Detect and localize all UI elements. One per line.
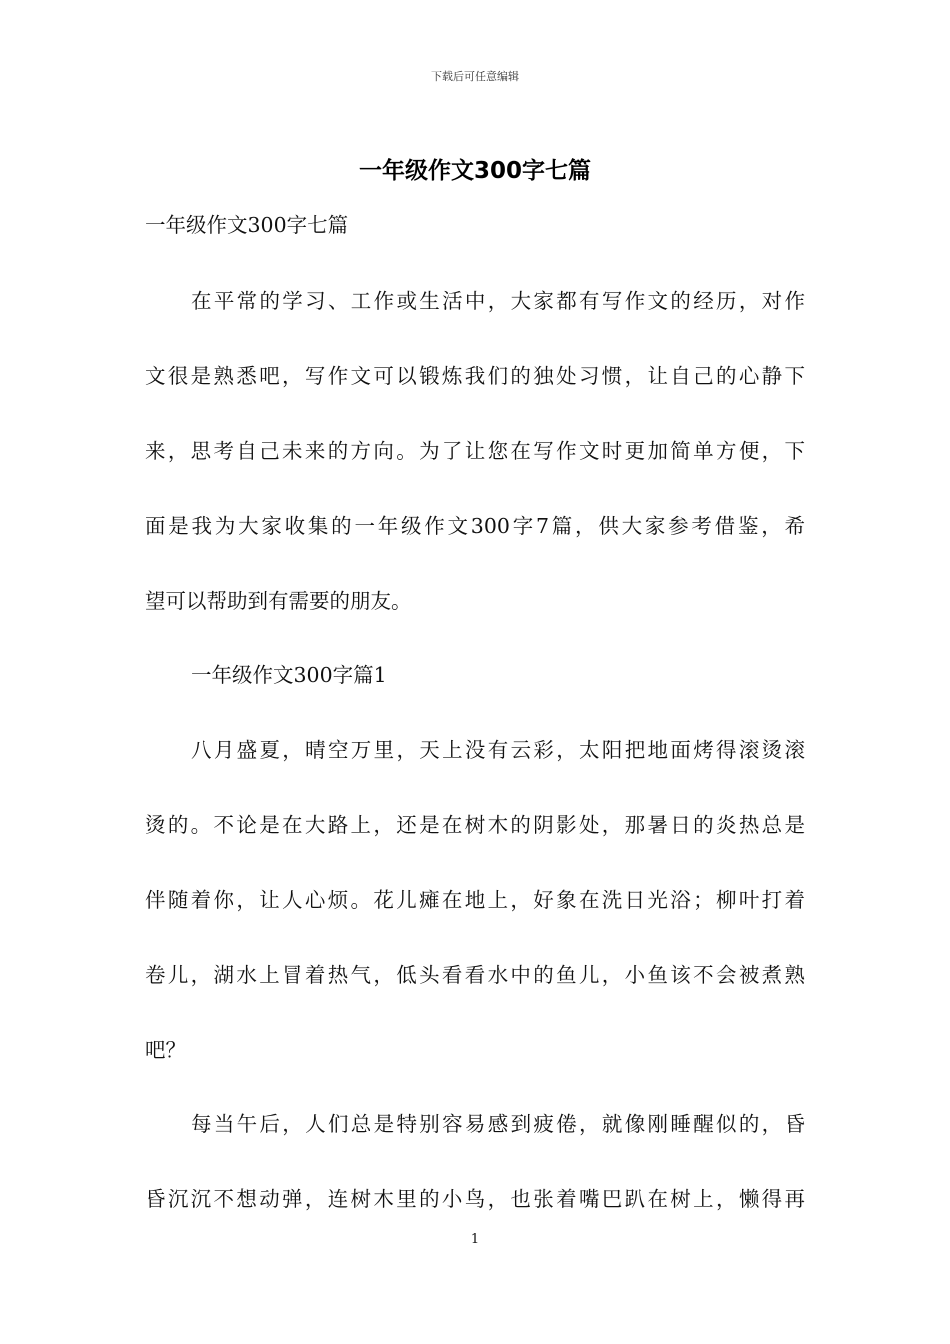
paragraph-line: 昏沉沉不想动弹，连树木里的小鸟，也张着嘴巴趴在树上，懒得再 [145, 1187, 805, 1211]
paragraph-line: 每当午后，人们总是特别容易感到疲倦，就像刚睡醒似的，昏 [191, 1112, 805, 1136]
subtitle-line: 一年级作文300字七篇 [145, 213, 349, 237]
page-number: 1 [470, 1232, 480, 1247]
paragraph-line: 在平常的学习、工作或生活中，大家都有写作文的经历，对作 [191, 289, 805, 313]
paragraph-line: 烫的。不论是在大路上，还是在树木的阴影处，那暑日的炎热总是 [145, 813, 805, 837]
page-header: 下载后可任意编辑 [431, 70, 519, 83]
paragraph-line: 文很是熟悉吧，写作文可以锻炼我们的独处习惯，让自己的心静下 [145, 364, 805, 388]
paragraph-line: 卷儿，湖水上冒着热气，低头看看水中的鱼儿，小鱼该不会被煮熟 [145, 963, 805, 987]
paragraph-line: 来，思考自己未来的方向。为了让您在写作文时更加简单方便，下 [145, 439, 805, 463]
section-heading: 一年级作文300字篇1 [191, 663, 387, 687]
paragraph-line: 望可以帮助到有需要的朋友。 [145, 589, 412, 613]
paragraph-line: 面是我为大家收集的一年级作文300字7篇，供大家参考借鉴，希 [145, 514, 805, 538]
paragraph-line: 吧？ [145, 1038, 186, 1062]
paragraph-line: 伴随着你，让人心烦。花儿瘫在地上，好象在洗日光浴；柳叶打着 [145, 888, 805, 912]
paragraph-line: 八月盛夏，晴空万里，天上没有云彩，太阳把地面烤得滚烫滚 [191, 738, 805, 762]
document-title: 一年级作文300字七篇 [358, 158, 591, 184]
